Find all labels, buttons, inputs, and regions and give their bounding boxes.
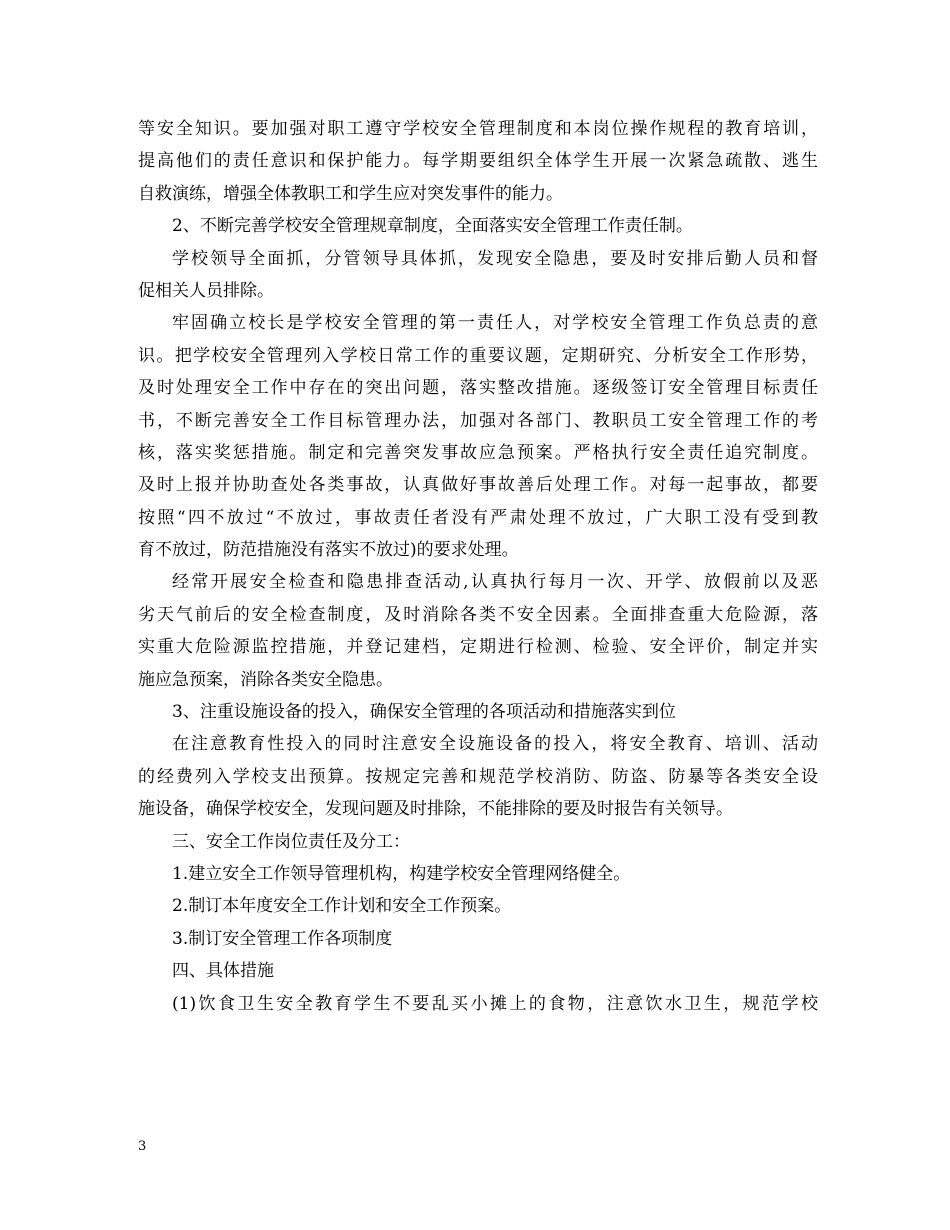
- text-line: 促相关人员排除。: [138, 280, 274, 301]
- text-line: 施应急预案，消除各类安全隐患。: [138, 669, 393, 690]
- text-line: 经常开展安全检查和隐患排查活动,认真执行每月一次、开学、放假前以及恶: [172, 572, 818, 593]
- list-item: 3.制订安全管理工作各项制度: [172, 928, 393, 949]
- section-heading: 四、具体措施: [172, 961, 274, 982]
- text-line: 的经费列入学校支出预算。按规定完善和规范学校消防、防盗、防暴等各类安全设: [138, 766, 818, 787]
- text-line: 按照“四不放过“不放过，事故责任者没有严肃处理不放过，广大职工没有受到教: [138, 507, 818, 528]
- text-line: 提高他们的责任意识和保护能力。每学期要组织全体学生开展一次紧急疏散、逃生: [138, 151, 818, 172]
- text-line: 自救演练，增强全体教职工和学生应对突发事件的能力。: [138, 183, 563, 204]
- text-line: 劣天气前后的安全检查制度，及时消除各类不安全因素。全面排查重大危险源，落: [138, 604, 818, 625]
- section-heading: 2、不断完善学校安全管理规章制度，全面落实安全管理工作责任制。: [172, 216, 693, 237]
- text-line: 牢固确立校长是学校安全管理的第一责任人，对学校安全管理工作负总责的意: [172, 313, 818, 334]
- text-line: 识。把学校安全管理列入学校日常工作的重要议题，定期研究、分析安全工作形势，: [138, 345, 818, 366]
- text-line: 等安全知识。要加强对职工遵守学校安全管理制度和本岗位操作规程的教育培训，: [138, 119, 818, 139]
- list-item: 2.制订本年度安全工作计划和安全工作预案。: [172, 896, 512, 917]
- text-line: 及时处理安全工作中存在的突出问题，落实整改措施。逐级签订安全管理目标责任: [138, 378, 818, 399]
- text-line: 学校领导全面抓，分管领导具体抓，发现安全隐患，要及时安排后勤人员和督: [172, 248, 818, 269]
- text-line: 书，不断完善安全工作目标管理办法，加强对各部门、教职员工安全管理工作的考: [138, 410, 818, 431]
- text-line: 在注意教育性投入的同时注意安全设施设备的投入，将安全教育、培训、活动: [172, 734, 818, 755]
- text-line: 实重大危险源监控措施，并登记建档，定期进行检测、检验、安全评价，制定并实: [138, 637, 818, 658]
- text-line: 核，落实奖惩措施。制定和完善突发事故应急预案。严格执行安全责任追究制度。: [138, 442, 818, 463]
- text-line: 育不放过，防范措施没有落实不放过)的要求处理。: [138, 540, 519, 561]
- section-heading: 3、注重设施设备的投入，确保安全管理的各项活动和措施落实到位: [172, 702, 676, 723]
- list-item: 1.建立安全工作领导管理机构，构建学校安全管理网络健全。: [172, 863, 631, 884]
- section-heading: 三、安全工作岗位责任及分工：: [172, 831, 410, 852]
- text-line: (1)饮食卫生安全教育学生不要乱买小摊上的食物，注意饮水卫生，规范学校: [172, 993, 818, 1014]
- text-line: 施设备，确保学校安全，发现问题及时排除，不能排除的要及时报告有关领导。: [138, 799, 733, 820]
- body-text: [138, 113, 818, 1020]
- page-number: 3: [138, 1139, 147, 1154]
- text-line: 及时上报并协助查处各类事故，认真做好事故善后处理工作。对每一起事故，都要: [138, 475, 818, 496]
